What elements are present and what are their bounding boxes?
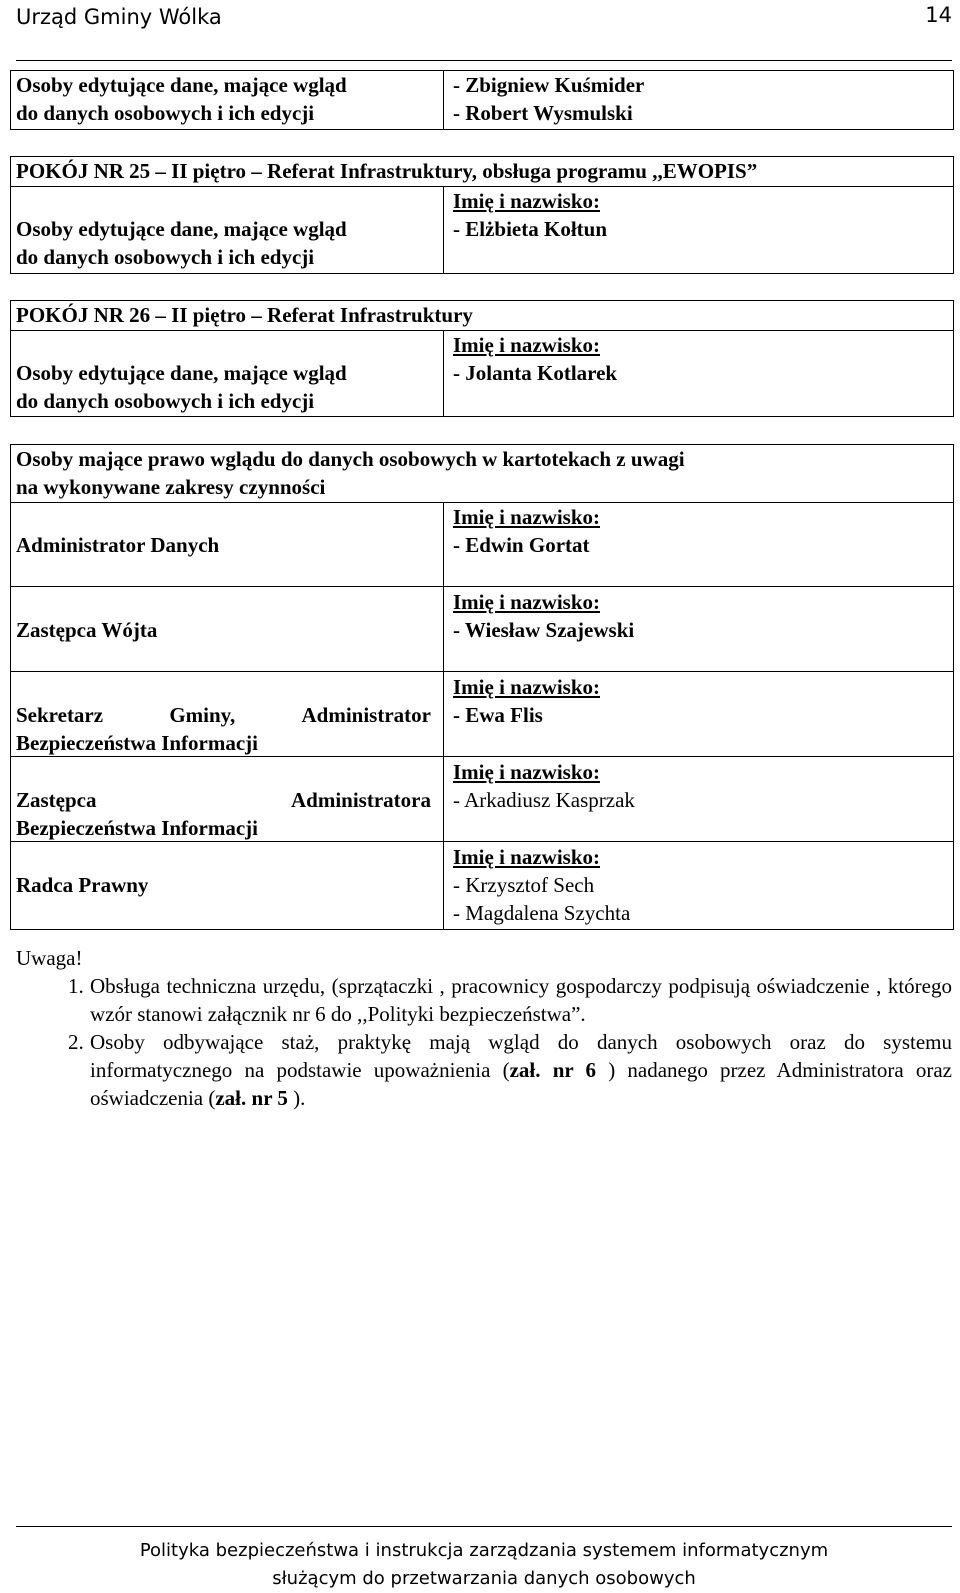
row-divider bbox=[11, 586, 953, 587]
role-cell bbox=[16, 71, 347, 127]
name-label: Imię i nazwisko: bbox=[453, 760, 600, 784]
note-text: Obsługa techniczna urzędu, (sprzątaczki , pracownicy gospodarczy podpisują oświadczenie , którego wzór stanowi załącznik nr 6 do ,,Polityki bezpieczeństwa”. bbox=[90, 974, 952, 1026]
role-line: Bezpieczeństwa Informacji bbox=[16, 731, 259, 755]
row-divider-right bbox=[11, 756, 953, 757]
name-label: Imię i nazwisko: bbox=[453, 590, 600, 614]
persons-cell bbox=[453, 503, 600, 559]
role-cell: Radca Prawny bbox=[16, 873, 149, 897]
note-fragment: ). bbox=[287, 1086, 306, 1110]
person-name: - Edwin Gortat bbox=[453, 533, 590, 557]
role-word: Administratora bbox=[291, 788, 431, 812]
persons-cell bbox=[453, 588, 634, 644]
role-line: Osoby edytujące dane, mające wgląd bbox=[16, 73, 347, 97]
column-divider bbox=[443, 71, 444, 129]
persons-cell bbox=[453, 758, 635, 814]
column-divider bbox=[443, 502, 444, 929]
role-line: Bezpieczeństwa Informacji bbox=[16, 816, 259, 840]
role-line: Osoby edytujące dane, mające wgląd bbox=[16, 217, 347, 241]
name-label: Imię i nazwisko: bbox=[453, 505, 600, 529]
role-cell bbox=[16, 786, 431, 842]
person-name: - Wiesław Szajewski bbox=[453, 618, 635, 642]
footer-rule bbox=[16, 1526, 952, 1527]
role-cell bbox=[16, 215, 347, 271]
editors-box-previous bbox=[10, 70, 954, 130]
section-title-line: Osoby mające prawo wglądu do danych osobowych w kartotekach z uwagi bbox=[16, 447, 685, 471]
persons-cell bbox=[453, 187, 607, 243]
note-number: 1. bbox=[68, 974, 84, 998]
note-number: 2. bbox=[68, 1030, 84, 1054]
name-label: Imię i nazwisko: bbox=[453, 675, 600, 699]
page-number: 14 bbox=[925, 3, 952, 27]
header-rule bbox=[16, 60, 952, 61]
role-line: Osoby edytujące dane, mające wgląd bbox=[16, 361, 347, 385]
person-name: - Ewa Flis bbox=[453, 703, 543, 727]
row-divider bbox=[11, 671, 953, 672]
row-divider bbox=[11, 841, 953, 842]
role-word: Gminy, bbox=[169, 703, 236, 727]
role-word: Administrator bbox=[301, 703, 431, 727]
access-rights-box bbox=[10, 444, 954, 930]
section-title-line: na wykonywane zakresy czynności bbox=[16, 475, 326, 499]
person-name: - Elżbieta Kołtun bbox=[453, 217, 608, 241]
person-name: - Krzysztof Sech bbox=[453, 873, 595, 897]
role-cell: Zastępca Wójta bbox=[16, 618, 158, 642]
room-25-box bbox=[10, 156, 954, 274]
note-fragment: Osoby odbywające staż, praktykę mają wgląd do danych osobowych oraz do systemu informatycznego na podstawie upoważnienia ( bbox=[90, 1030, 952, 1082]
role-word: Zastępca bbox=[16, 788, 97, 812]
persons-cell bbox=[453, 673, 600, 729]
column-divider bbox=[443, 330, 444, 416]
role-cell bbox=[16, 359, 347, 415]
role-cell bbox=[16, 701, 431, 757]
room-26-box bbox=[10, 300, 954, 417]
note-reference: zał. nr 6 bbox=[509, 1058, 597, 1082]
notes-heading: Uwaga! bbox=[16, 946, 83, 970]
note-reference: zał. nr 5 bbox=[215, 1086, 288, 1110]
section-title bbox=[16, 445, 685, 501]
page-header bbox=[16, 2, 952, 42]
notes-section bbox=[16, 944, 952, 1110]
note-fragment: ) nadanego przez Administratora oraz oświadczenia ( bbox=[90, 1058, 952, 1110]
column-divider bbox=[443, 186, 444, 273]
footer-line: służącym do przetwarzania danych osobowych bbox=[272, 1568, 696, 1589]
person-name: - Robert Wysmulski bbox=[453, 101, 633, 125]
person-name: - Arkadiusz Kasprzak bbox=[453, 788, 635, 812]
person-name: - Magdalena Szychta bbox=[453, 901, 631, 925]
room-title: POKÓJ NR 25 – II piętro – Referat Infrastruktury, obsługa programu ,,EWOPIS” bbox=[16, 159, 758, 183]
footer-line: Polityka bezpieczeństwa i instrukcja zarządzania systemem informatycznym bbox=[139, 1540, 829, 1561]
persons-cell bbox=[453, 331, 617, 387]
role-line: do danych osobowych i ich edycji bbox=[16, 389, 315, 413]
name-label: Imię i nazwisko: bbox=[453, 189, 600, 213]
persons-cell bbox=[453, 843, 630, 927]
person-name: - Jolanta Kotlarek bbox=[453, 361, 618, 385]
header-title: Urząd Gminy Wólka bbox=[16, 5, 222, 29]
note-text bbox=[90, 1028, 952, 1112]
role-line: do danych osobowych i ich edycji bbox=[16, 101, 315, 125]
role-line: do danych osobowych i ich edycji bbox=[16, 245, 315, 269]
persons-cell bbox=[453, 71, 644, 127]
person-name: - Zbigniew Kuśmider bbox=[453, 73, 645, 97]
role-cell: Administrator Danych bbox=[16, 533, 220, 557]
room-title: POKÓJ NR 26 – II piętro – Referat Infrastruktury bbox=[16, 303, 473, 327]
name-label: Imię i nazwisko: bbox=[453, 333, 600, 357]
role-word: Sekretarz bbox=[16, 703, 104, 727]
name-label: Imię i nazwisko: bbox=[453, 845, 600, 869]
